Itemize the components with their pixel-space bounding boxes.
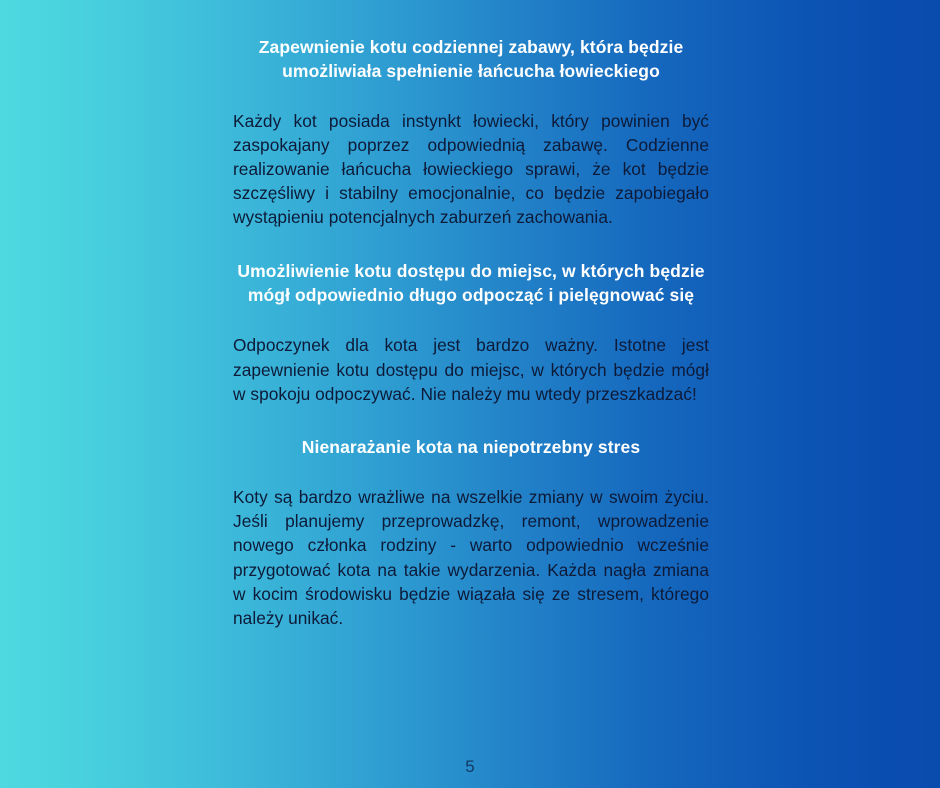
spacer xyxy=(233,307,709,333)
section-heading-stress: Nienarażanie kota na niepotrzebny stres xyxy=(301,436,641,457)
section-body-stress: Koty są bardzo wrażliwe na wszelkie zmiany w swoim życiu. Jeśli planujemy przeprowadzkę, remont, wprowadzenie nowego członka rodziny - warto odpowiednio wcześnie przygotować kota na takie wydarzenia. Każda nagła zmiana w kocim środowisku będzie wiązała się ze stresem, którego należy unikać. xyxy=(233,487,709,628)
spacer xyxy=(233,459,709,485)
slide-content-column xyxy=(233,36,709,630)
spacer xyxy=(233,406,709,436)
section-body-play: Każdy kot posiada instynkt łowiecki, który powinien być zaspokajany poprzez odpowiednią zabawę. Codzienne realizowanie łańcucha łowieckiego sprawi, że kot będzie szczęśliwy i stabilny emocjonalnie, co będzie zapobiegało wystąpieniu potencjalnych zaburzeń zachowania. xyxy=(233,111,709,228)
spacer xyxy=(233,83,709,109)
section-heading-rest: Umożliwienie kotu dostępu do miejsc, w których będzie mógł odpowiednio długo odpocząć i pielęgnować się xyxy=(237,261,705,305)
section-body-rest: Odpoczynek dla kota jest bardzo ważny. Istotne jest zapewnienie kotu dostępu do miejsc, w których będzie mógł w spokoju odpoczywać. Nie należy mu wtedy przeszkadzać! xyxy=(233,335,709,404)
page-number: 5 xyxy=(465,757,475,776)
spacer xyxy=(233,229,709,260)
section-heading-play: Zapewnienie kotu codziennej zabawy, która będzie umożliwiała spełnienie łańcucha łowieckiego xyxy=(258,37,684,81)
